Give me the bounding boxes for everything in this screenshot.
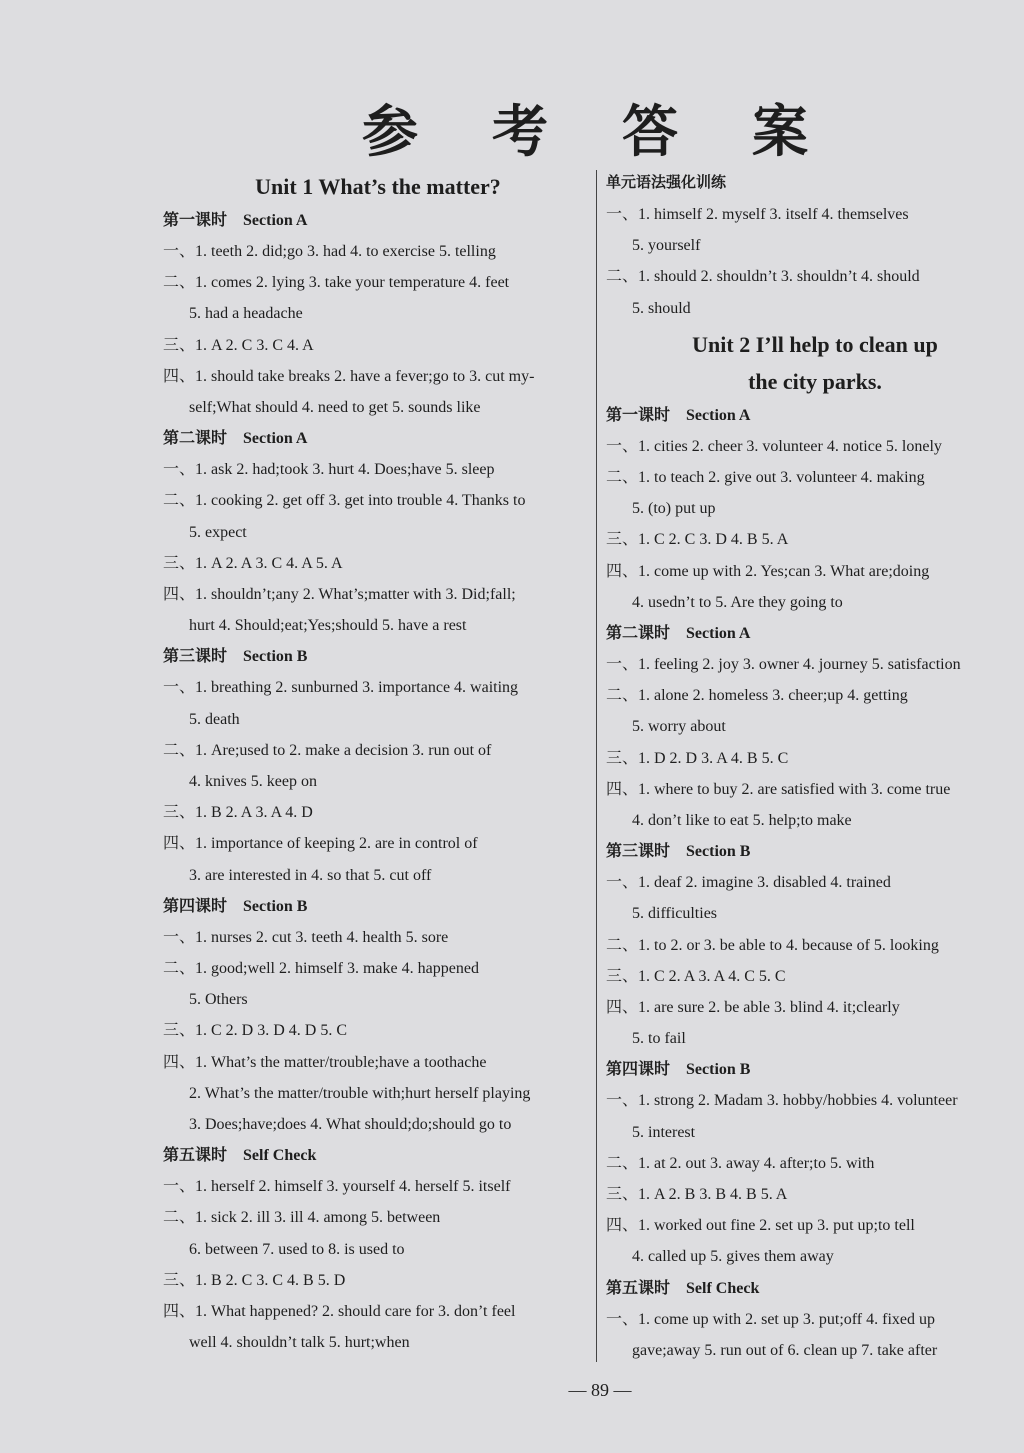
lesson-heading — [606, 400, 1024, 431]
answer-line: 二、1. comes 2. lying 3. take your temperature 4. feet — [163, 274, 510, 292]
answer-line: 三、1. B 2. A 3. A 4. D — [163, 804, 313, 822]
lesson-label: 第四课时 — [606, 1061, 671, 1079]
lesson-label: 第五课时 — [163, 1147, 228, 1165]
answer-line: 一、1. ask 2. had;took 3. hurt 4. Does;have 5. sleep — [163, 461, 495, 479]
answer-line: 4. usedn’t to 5. Are they going to — [632, 593, 843, 611]
answer-line: 四、1. What’s the matter/trouble;have a toothache — [163, 1053, 487, 1071]
grammar-heading: 单元语法强化训练 — [606, 175, 727, 191]
answer-line: 一、1. come up with 2. set up 3. put;off 4. fixed up — [606, 1310, 936, 1328]
section-label: Section A — [686, 625, 751, 643]
unit-2-title-line2: the city parks. — [748, 368, 882, 394]
answer-line: 4. don’t like to eat 5. help;to make — [632, 812, 852, 830]
answer-line: 5. expect — [189, 523, 247, 541]
section-label: Section B — [243, 648, 308, 666]
answer-line: 二、1. cooking 2. get off 3. get into trouble 4. Thanks to — [163, 492, 526, 510]
answer-line: 5. Others — [189, 991, 248, 1009]
answer-line: 二、1. to 2. or 3. be able to 4. because of 5. looking — [606, 936, 939, 954]
answer-line: 5. had a headache — [189, 305, 303, 323]
lesson-label: 第五课时 — [606, 1279, 671, 1297]
section-label: Section A — [243, 212, 308, 229]
lesson-heading — [163, 423, 593, 454]
answer-line: 3. are interested in 4. so that 5. cut off — [189, 866, 432, 884]
answer-line: 四、1. shouldn’t;any 2. What’s;matter with 3. Did;fall; — [163, 586, 516, 604]
unit-2-title-line1: Unit 2 I’ll help to clean up — [692, 331, 938, 357]
answer-line: 二、1. alone 2. homeless 3. cheer;up 4. getting — [606, 687, 908, 705]
answer-line: 一、1. strong 2. Madam 3. hobby/hobbies 4. volunteer — [606, 1092, 958, 1110]
answer-line: 二、1. at 2. out 3. away 4. after;to 5. with — [606, 1154, 875, 1172]
answer-line: 四、1. worked out fine 2. set up 3. put up;to tell — [606, 1217, 915, 1235]
lesson-heading — [163, 891, 593, 922]
answer-line: 三、1. D 2. D 3. A 4. B 5. C — [606, 749, 789, 767]
answer-line: 5. to fail — [632, 1030, 686, 1048]
page-number: — 89 — — [568, 1380, 632, 1400]
answer-line: 5. yourself — [632, 237, 701, 255]
answer-line: 三、1. A 2. A 3. C 4. A 5. A — [163, 554, 343, 572]
answer-line: 一、1. feeling 2. joy 3. owner 4. journey 5. satisfaction — [606, 656, 961, 674]
answer-line: 三、1. A 2. C 3. C 4. A — [163, 336, 314, 354]
section-label: Section B — [686, 843, 751, 861]
answer-line: 5. (to) put up — [632, 500, 716, 518]
answer-line: 2. What’s the matter/trouble with;hurt herself playing — [189, 1084, 531, 1102]
answer-line: 一、1. breathing 2. sunburned 3. importance 4. waiting — [163, 679, 519, 697]
answer-line: 一、1. teeth 2. did;go 3. had 4. to exercise 5. telling — [163, 243, 496, 260]
answer-line: 三、1. C 2. A 3. A 4. C 5. C — [606, 967, 786, 985]
answer-line: 二、1. Are;used to 2. make a decision 3. run out of — [163, 741, 492, 759]
lesson-heading — [163, 641, 593, 672]
answer-line: 三、1. C 2. C 3. D 4. B 5. A — [606, 531, 789, 549]
answer-line: 二、1. good;well 2. himself 3. make 4. happened — [163, 960, 479, 978]
answer-line: 5. death — [189, 710, 240, 728]
lesson-label: 第一课时 — [163, 212, 228, 229]
lesson-label: 第二课时 — [163, 430, 228, 448]
answer-line: 四、1. where to buy 2. are satisfied with 3. come true — [606, 780, 951, 798]
answer-line: hurt 4. Should;eat;Yes;should 5. have a rest — [189, 617, 467, 635]
answer-line: 一、1. himself 2. myself 3. itself 4. themselves — [606, 206, 909, 223]
right-column — [606, 168, 1024, 1366]
answer-line: 三、1. C 2. D 3. D 4. D 5. C — [163, 1022, 348, 1040]
lesson-heading — [606, 836, 1024, 867]
section-label: Section A — [686, 406, 751, 424]
answer-line: 一、1. deaf 2. imagine 3. disabled 4. trained — [606, 874, 891, 892]
section-label: Section A — [243, 430, 308, 448]
answer-line: 4. knives 5. keep on — [189, 773, 317, 791]
section-label: Self Check — [686, 1279, 760, 1297]
answer-line: 二、1. to teach 2. give out 3. volunteer 4. making — [606, 469, 925, 487]
lesson-heading — [606, 1054, 1024, 1085]
answer-line: 一、1. cities 2. cheer 3. volunteer 4. notice 5. lonely — [606, 437, 942, 455]
unit-2-title — [606, 326, 1024, 400]
lesson-label: 第四课时 — [163, 897, 228, 915]
unit-1-title: Unit 1 What’s the matter? — [255, 174, 501, 199]
answer-line: 3. Does;have;does 4. What should;do;should go to — [189, 1116, 512, 1134]
answer-line: 二、1. sick 2. ill 3. ill 4. among 5. between — [163, 1209, 441, 1227]
answer-line: 四、1. What happened? 2. should care for 3. don’t feel — [163, 1303, 516, 1321]
answer-line: 5. should — [632, 299, 691, 317]
section-label: Self Check — [243, 1147, 317, 1165]
page-title: 参 考 答 案 — [362, 102, 838, 164]
lesson-heading — [606, 1273, 1024, 1304]
column-divider — [596, 170, 597, 1362]
lesson-heading — [163, 1140, 593, 1171]
answer-line: 四、1. are sure 2. be able 3. blind 4. it;clearly — [606, 999, 900, 1017]
answer-line: 四、1. come up with 2. Yes;can 3. What are;doing — [606, 562, 930, 580]
lesson-label: 第二课时 — [606, 625, 671, 643]
lesson-label: 第一课时 — [606, 406, 671, 424]
section-label: Section B — [686, 1061, 751, 1079]
answer-line: 三、1. A 2. B 3. B 4. B 5. A — [606, 1186, 788, 1204]
answer-line: 一、1. herself 2. himself 3. yourself 4. herself 5. itself — [163, 1178, 511, 1196]
lesson-heading — [606, 618, 1024, 649]
lesson-heading — [163, 205, 593, 236]
lesson-label: 第三课时 — [163, 648, 228, 666]
answer-line: 四、1. should take breaks 2. have a fever;go to 3. cut my- — [163, 367, 535, 385]
lesson-label: 第三课时 — [606, 843, 671, 861]
answer-line: self;What should 4. need to get 5. sounds like — [189, 399, 481, 417]
answer-line: 5. worry about — [632, 718, 726, 736]
answer-line: 6. between 7. used to 8. is used to — [189, 1240, 405, 1258]
answer-line: 4. called up 5. gives them away — [632, 1248, 834, 1266]
section-label: Section B — [243, 897, 308, 915]
answer-line: gave;away 5. run out of 6. clean up 7. take after — [632, 1341, 938, 1359]
answer-line: 二、1. should 2. shouldn’t 3. shouldn’t 4. should — [606, 268, 920, 286]
answer-line: 一、1. nurses 2. cut 3. teeth 4. health 5. sore — [163, 928, 449, 946]
left-column — [163, 168, 593, 1359]
answer-line: 四、1. importance of keeping 2. are in control of — [163, 835, 478, 853]
answer-line: 5. interest — [632, 1123, 696, 1141]
answer-line: 5. difficulties — [632, 905, 718, 923]
answer-line: 三、1. B 2. C 3. C 4. B 5. D — [163, 1271, 346, 1289]
answer-line: well 4. shouldn’t talk 5. hurt;when — [189, 1334, 410, 1352]
